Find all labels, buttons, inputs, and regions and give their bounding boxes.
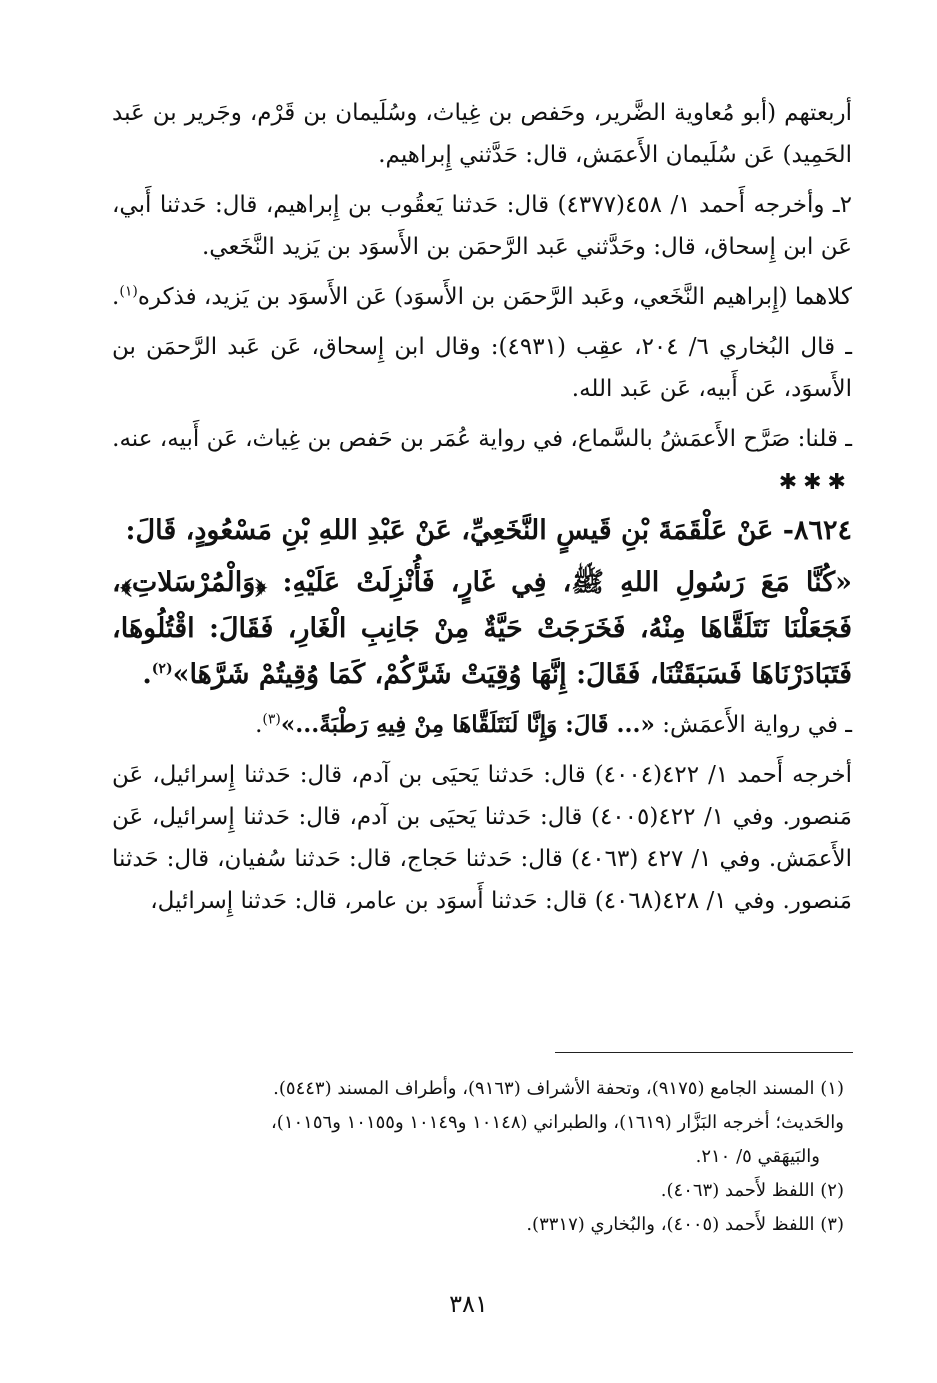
hadith-matn: «كُنَّا مَعَ رَسُولِ اللهِ ﷺ، فِي غَارٍ، فَأُنْزِلَتْ عَلَيْهِ: ﴿وَالْمُرْسَلاتِ﴾، فَجَعَلْنَا نَتَلَقَّاهَا مِنْهُ، فَخَرَجَتْ حَيَّةٌ مِنْ جَانِبِ الْغَارِ، فَقَالَ: اقْتُلُوهَا، فَتَبَادَرْنَاهَا فَسَبَقَتْنَا، فَقَالَ: إِنَّهَا وُقِيَتْ شَرَّكُمْ، كَمَا وُقِيتُمْ شَرَّهَا»$^{(٢)}$.	[112, 567, 852, 690]
footnote-divider	[555, 1052, 853, 1053]
paragraph-both-chains-text: كلاهما (إِبراهيم النَّخَعي، وعَبد الرَّحمَن بن الأَسوَد) عَن الأَسوَد بن يَزيد، فذكره	[137, 284, 852, 310]
footnote-1-continuation-2: والبَيهَقي ٥/ ٢١٠.	[695, 1146, 820, 1167]
paragraph-riwaya: ـ في رواية الأَعمَش: «... قَالَ: وَإِنَّا لَنَتَلَقَّاهَا مِنْ فِيهِ رَطْبَةً...»$^{(٣)}$.	[255, 711, 852, 738]
footnote-ref-1[interactable]: (١)	[119, 283, 138, 300]
paragraph-ahmad-chains: أخرجه أَحمد ١/ ٤٢٢(٤٠٠٤) قال: حَدثنا يَحيَى بن آدم، قال: حَدثنا إِسرائيل، عَن مَنصور. وفي ١/ ٤٢٢(٤٠٠٥) قال: حَدثنا يَحيَى بن آدم، قال: حَدثنا إِسرائيل، عَن الأَعمَش. وفي ١/ ٤٢٧ (٤٠٦٣) قال: حَدثنا حَجاج، قال: حَدثنا سُفيان، قال: حَدثنا مَنصور. وفي ١/ ٤٢٨(٤٠٦٨) قال: حَدثنا أَسوَد بن عامر، قال: حَدثنا إِسرائيل،	[112, 762, 853, 914]
footnote-ref-3[interactable]: (٣)	[262, 711, 281, 728]
footnote-1: (١) المسند الجامع (٩١٧٥)، وتحفة الأشراف (٩١٦٣)، وأطراف المسند (٥٤٤٣).	[273, 1078, 844, 1099]
footnote-2: (٢) اللفظ لأَحمد (٤٠٦٣).	[660, 1180, 844, 1201]
footnote-3: (٣) اللفظ لأَحمد (٤٠٠٥)، والبُخاري (٣٣١٧).	[526, 1214, 844, 1235]
riwaya-intro: ـ في رواية الأَعمَش:	[654, 712, 852, 738]
paragraph-bukhari-note: ـ قال البُخاري ٦/ ٢٠٤، عقِب (٤٩٣١): وقال ابن إِسحاق، عَن عَبد الرَّحمَن بن الأَسوَد، عَن أَبيه، عَن عَبد الله.	[112, 334, 853, 402]
main-text	[112, 92, 852, 930]
page-number: ٣٨١	[449, 1290, 488, 1318]
footnote-1-continuation: والحَديث؛ أخرجه البَزَّار (١٦١٩)، والطبراني (١٠١٤٨ و١٠١٤٩ و١٠١٥٥ و١٠١٥٦)،	[271, 1112, 844, 1133]
footnote-ref-2[interactable]: (٢)	[151, 661, 173, 677]
hadith-matn-text: «كُنَّا مَعَ رَسُولِ اللهِ ﷺ، فِي غَارٍ، فَأُنْزِلَتْ عَلَيْهِ: ﴿وَالْمُرْسَلاتِ﴾، فَجَعَلْنَا نَتَلَقَّاهَا مِنْهُ، فَخَرَجَتْ حَيَّةٌ مِنْ جَانِبِ الْغَارِ، فَقَالَ: اقْتُلُوهَا، فَتَبَادَرْنَاهَا فَسَبَقَتْنَا، فَقَالَ: إِنَّهَا وُقِيَتْ شَرَّكُمْ، كَمَا وُقِيتُمْ شَرَّهَا»	[112, 567, 852, 690]
riwaya-text: «... قَالَ: وَإِنَّا لَنَتَلَقَّاهَا مِنْ فِيهِ رَطْبَةً...»	[280, 711, 655, 738]
hadith-heading: ٨٦٢٤- عَنْ عَلْقَمَةَ بْنِ قَيسٍ النَّخَعِيِّ، عَنْ عَبْدِ اللهِ بْنِ مَسْعُودٍ، قَالَ:	[125, 515, 852, 546]
footnotes	[112, 1072, 844, 1242]
paragraph-both-chains: كلاهما (إِبراهيم النَّخَعي، وعَبد الرَّحمَن بن الأَسوَد) عَن الأَسوَد بن يَزيد، فذكره$^{(١)}$.	[112, 283, 852, 310]
section-separator: ✱✱✱	[778, 470, 852, 495]
paragraph-scholar-note: ـ قلنا: صَرَّح الأَعمَشُ بالسَّماع، في رواية عُمَر بن حَفص بن غِياث، عَن أَبيه، عنه.	[112, 426, 852, 452]
paragraph-ahmad-takhrij: ٢ـ وأخرجه أَحمد ١/ ٤٥٨(٤٣٧٧) قال: حَدثنا يَعقُوب بن إِبراهيم، قال: حَدثنا أَبي، عَن ابن إِسحاق، قال: وحَدَّثني عَبد الرَّحمَن بن الأَسوَد بن يَزيد النَّخَعي.	[112, 192, 852, 260]
paragraph-narrators: أربعتهم (أبو مُعاوية الضَّرير، وحَفص بن غِياث، وسُلَيمان بن قَرْم، وجَرير بن عَبد الحَمِيد) عَن سُلَيمان الأَعمَش، قال: حَدَّثني إِبراهيم.	[112, 100, 852, 168]
